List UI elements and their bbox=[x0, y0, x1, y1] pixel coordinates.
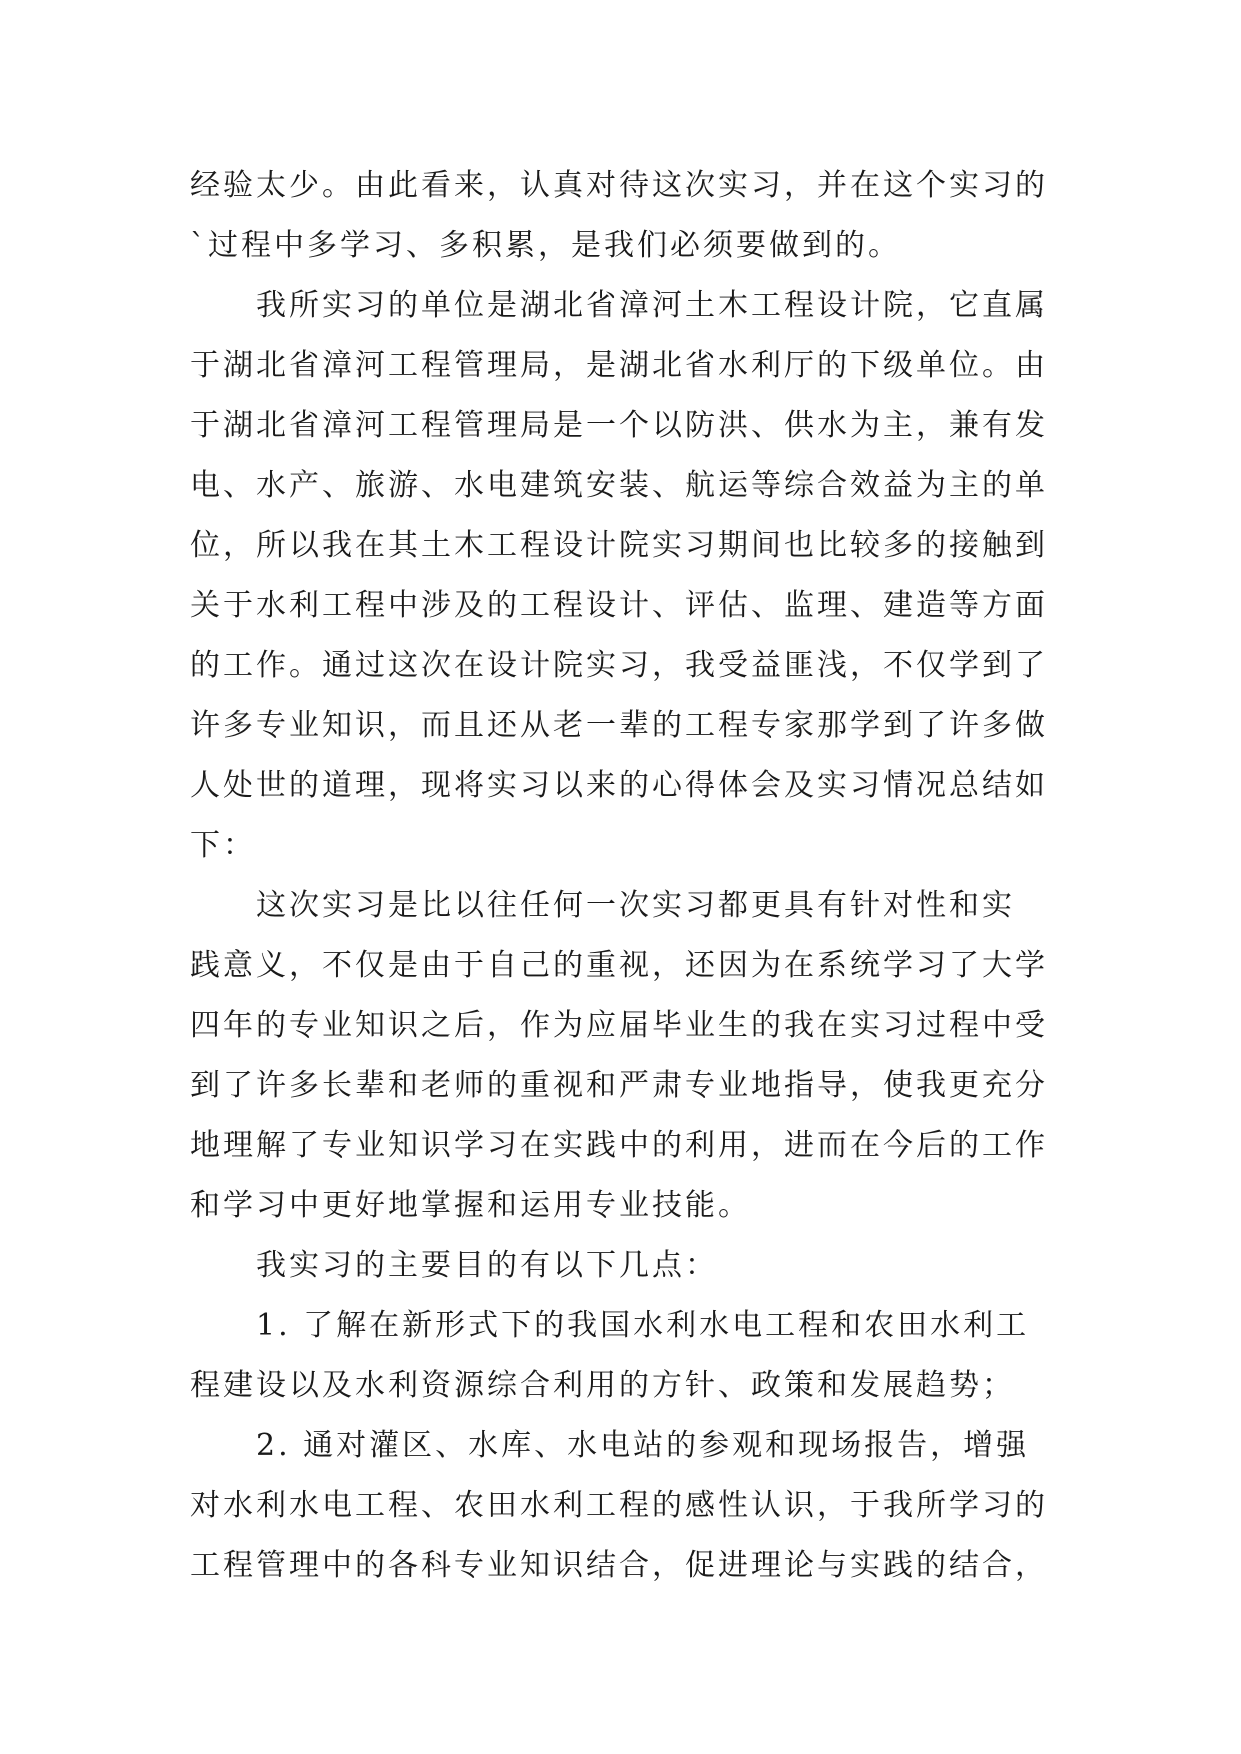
text-line: 的工作。通过这次在设计院实习，我受益匪浅，不仅学到了 bbox=[190, 648, 1048, 683]
text-line: 人处世的道理，现将实习以来的心得体会及实习情况总结如 bbox=[190, 768, 1048, 803]
list-item-1-line: 1. 了解在新形式下的我国水利水电工程和农田水利工 bbox=[256, 1308, 1030, 1343]
text-line: 电、水产、旅游、水电建筑安装、航运等综合效益为主的单 bbox=[190, 468, 1048, 503]
paragraph-start-line: 我所实习的单位是湖北省漳河土木工程设计院，它直属 bbox=[256, 288, 1048, 323]
text-line: 经验太少。由此看来，认真对待这次实习，并在这个实习的 bbox=[190, 168, 1048, 203]
paragraph-start-line: 这次实习是比以往任何一次实习都更具有针对性和实 bbox=[256, 888, 1015, 923]
text-line: `过程中多学习、多积累，是我们必须要做到的。 bbox=[190, 228, 901, 263]
document-body bbox=[190, 156, 1050, 1596]
text-line: 四年的专业知识之后，作为应届毕业生的我在实习过程中受 bbox=[190, 1008, 1048, 1043]
text-line: 许多专业知识，而且还从老一辈的工程专家那学到了许多做 bbox=[190, 708, 1048, 743]
text-line: 于湖北省漳河工程管理局是一个以防洪、供水为主，兼有发 bbox=[190, 408, 1048, 443]
text-line: 地理解了专业知识学习在实践中的利用，进而在今后的工作 bbox=[190, 1128, 1048, 1163]
text-line: 到了许多长辈和老师的重视和严肃专业地指导，使我更充分 bbox=[190, 1068, 1048, 1103]
text-line: 对水利水电工程、农田水利工程的感性认识，于我所学习的 bbox=[190, 1488, 1048, 1523]
text-line: 关于水利工程中涉及的工程设计、评估、监理、建造等方面 bbox=[190, 588, 1048, 623]
text-line: 工程管理中的各科专业知识结合，促进理论与实践的结合， bbox=[190, 1548, 1048, 1583]
text-line: 程建设以及水利资源综合利用的方针、政策和发展趋势； bbox=[190, 1368, 1015, 1403]
text-line: 践意义，不仅是由于自己的重视，还因为在系统学习了大学 bbox=[190, 948, 1048, 983]
list-item-2-line: 2. 通对灌区、水库、水电站的参观和现场报告，增强 bbox=[256, 1428, 1030, 1463]
text-line: 和学习中更好地掌握和运用专业技能。 bbox=[190, 1188, 751, 1223]
paragraph-start-line: 我实习的主要目的有以下几点： bbox=[256, 1248, 718, 1283]
text-line: 位，所以我在其土木工程设计院实习期间也比较多的接触到 bbox=[190, 528, 1048, 563]
text-line: 下： bbox=[190, 828, 256, 863]
text-line: 于湖北省漳河工程管理局，是湖北省水利厅的下级单位。由 bbox=[190, 348, 1048, 383]
